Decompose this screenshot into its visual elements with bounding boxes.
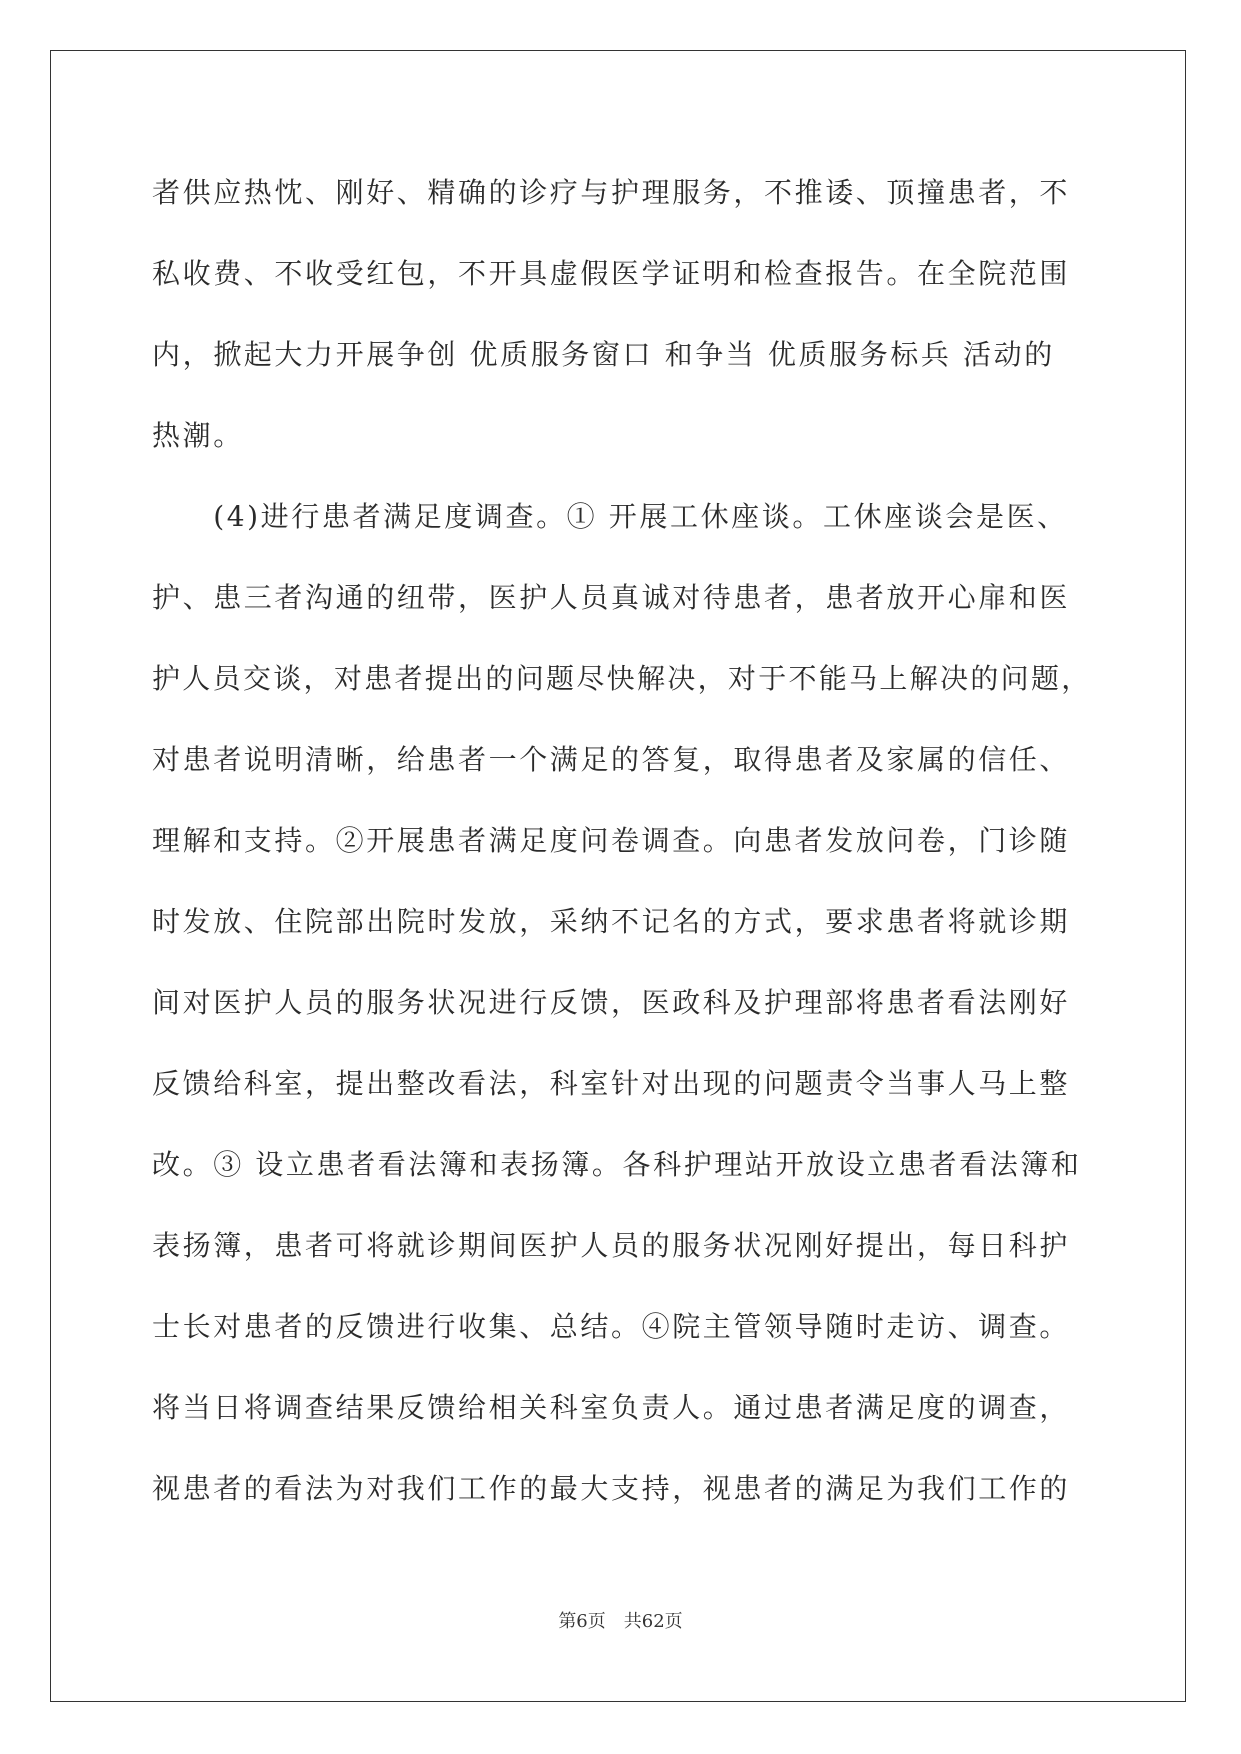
text-line: 理解和支持。②开展患者满足度问卷调查。向患者发放问卷，门诊随 [152, 824, 1071, 857]
text-line: 护、患三者沟通的纽带，医护人员真诚对待患者，患者放开心扉和医 [152, 581, 1071, 614]
text-line: 对患者说明清晰，给患者一个满足的答复，取得患者及家属的信任、 [152, 743, 1071, 776]
page-border [50, 50, 1186, 1702]
text-line: 表扬簿，患者可将就诊期间医护人员的服务状况刚好提出，每日科护 [152, 1229, 1071, 1262]
page-number: 第6页 共62页 [558, 1611, 683, 1632]
page-footer [0, 1610, 1241, 1634]
text-line: 内，掀起大力开展争创 优质服务窗口 和争当 优质服务标兵 活动的 [152, 338, 1055, 371]
text-line: (4)进行患者满足度调查。① 开展工休座谈。工休座谈会是医、 [152, 500, 1068, 533]
text-line: 私收费、不收受红包，不开具虚假医学证明和检查报告。在全院范围 [152, 257, 1071, 290]
text-line: 将当日将调查结果反馈给相关科室负责人。通过患者满足度的调查， [152, 1391, 1071, 1424]
text-line: 护人员交谈，对患者提出的问题尽快解决，对于不能马上解决的问题， [152, 662, 1092, 695]
text-line: 视患者的看法为对我们工作的最大支持，视患者的满足为我们工作的 [152, 1472, 1071, 1505]
text-line: 热潮。 [152, 419, 244, 452]
text-line: 改。③ 设立患者看法簿和表扬簿。各科护理站开放设立患者看法簿和 [152, 1148, 1082, 1181]
text-line: 反馈给科室，提出整改看法，科室针对出现的问题责令当事人马上整 [152, 1067, 1071, 1100]
text-line: 间对医护人员的服务状况进行反馈，医政科及护理部将患者看法刚好 [152, 986, 1071, 1019]
text-line: 时发放、住院部出院时发放，采纳不记名的方式，要求患者将就诊期 [152, 905, 1071, 938]
text-line: 者供应热忱、刚好、精确的诊疗与护理服务，不推诿、顶撞患者，不 [152, 176, 1071, 209]
text-line: 士长对患者的反馈进行收集、总结。④院主管领导随时走访、调查。 [152, 1310, 1071, 1343]
